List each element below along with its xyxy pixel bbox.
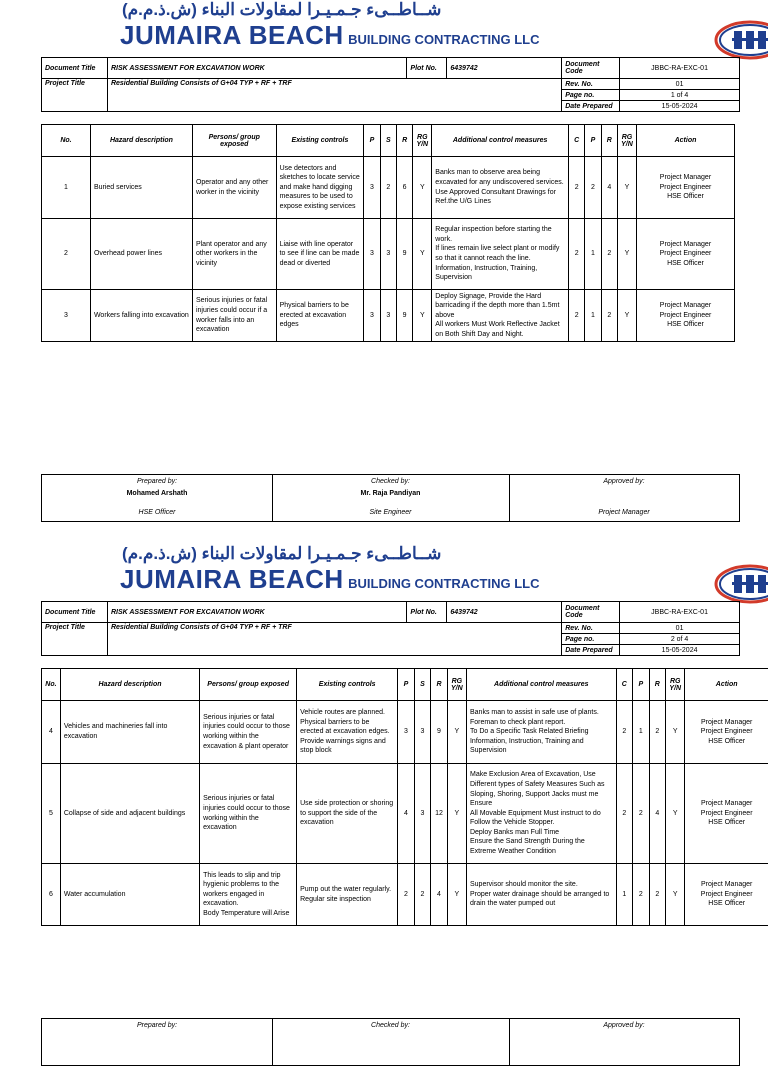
table-header-row [42, 669, 768, 701]
company-name: JUMAIRA BEACH BUILDING CONTRACTING LLC [120, 564, 539, 595]
row-additional: Banks man to assist in safe use of plants. Foreman to check plant report. To Do a Specific Task Related Briefing Information, Instruction, Training and Supervision [466, 701, 616, 764]
row-c: 2 [568, 157, 584, 219]
company-logo [116, 544, 676, 596]
row-no: 3 [42, 290, 91, 342]
row-rg2: Y [666, 864, 685, 926]
row-persons: Serious injuries or fatal injuries could occur if a worker falls into an excavation [192, 290, 276, 342]
table-row [42, 290, 735, 342]
col-no: No. [42, 669, 61, 701]
table-row [42, 219, 735, 290]
table-row [42, 864, 768, 926]
row-p: 4 [398, 764, 415, 864]
row-s: 3 [414, 764, 431, 864]
row-r2: 4 [649, 764, 666, 864]
approved-by-cell [509, 475, 739, 521]
row-additional: Supervisor should monitor the site. Proper water drainage should be arranged to drain the water pumped out [466, 864, 616, 926]
rev-no-value: 01 [620, 623, 740, 634]
prepared-by-label: Prepared by: [42, 478, 272, 485]
row-additional: Regular inspection before starting the work. If lines remain live select plant or modify so that it cannot reach the line. Information, Instruction, Training, Supervision [432, 219, 569, 290]
row-action: Project Manager Project Engineer HSE Officer [636, 219, 734, 290]
row-c: 2 [568, 290, 584, 342]
row-action: Project Manager Project Engineer HSE Officer [685, 864, 768, 926]
col-r2: R [601, 125, 617, 157]
row-controls: Liaise with line operator to see if line can be made dead or diverted [276, 219, 364, 290]
row-action: Project Manager Project Engineer HSE Officer [636, 157, 734, 219]
row-hazard: Overhead power lines [90, 219, 192, 290]
col-additional: Additional control measures [466, 669, 616, 701]
col-persons: Persons/ group exposed [200, 669, 297, 701]
col-rg2: RG Y/N [617, 125, 636, 157]
row-r2: 2 [649, 701, 666, 764]
checked-by-cell [272, 475, 510, 521]
row-rg: Y [413, 157, 432, 219]
col-c: C [568, 125, 584, 157]
company-emblem-icon [714, 564, 768, 604]
row-p2: 2 [585, 157, 601, 219]
date-prepared-value: 15-05-2024 [620, 101, 740, 112]
col-rg2: RG Y/N [666, 669, 685, 701]
row-rg2: Y [666, 701, 685, 764]
company-arabic-name: شــاطــىء جـمـيـرا لمقاولات البناء (ش.ذ.م.م) [122, 0, 441, 20]
project-title-value: Residential Building Consists of G+04 TYP + RF + TRF [107, 79, 561, 112]
row-p2: 1 [633, 701, 650, 764]
col-rg: RG Y/N [447, 669, 466, 701]
document-code-value: JBBC-RA-EXC-01 [620, 602, 740, 623]
row-additional: Make Exclusion Area of Excavation, Use Different types of Safety Measures Such as Sloping, Shoring, Support Jacks must me Ensure All Movable Equipment Must instruct to do Follow the Vehicle Stopper. Deploy Banks man Full Time Ensure the Sand Strength During the Extreme Weather Condition [466, 764, 616, 864]
row-hazard: Buried services [90, 157, 192, 219]
row-rg: Y [413, 219, 432, 290]
prepared-by-role: HSE Officer [42, 509, 272, 516]
row-c: 2 [616, 764, 633, 864]
checked-by-name: Mr. Raja Pandiyan [272, 490, 509, 497]
row-rg: Y [447, 764, 466, 864]
row-no: 2 [42, 219, 91, 290]
col-p: P [398, 669, 415, 701]
risk-table [41, 124, 735, 342]
row-p: 3 [364, 157, 380, 219]
row-c: 1 [616, 864, 633, 926]
checked-by-cell [272, 1019, 510, 1065]
company-arabic-name: شــاطــىء جـمـيـرا لمقاولات البناء (ش.ذ.م.م) [122, 544, 441, 564]
document-title-value: RISK ASSESSMENT FOR EXCAVATION WORK [107, 58, 406, 79]
row-p: 3 [398, 701, 415, 764]
document-code-label: Document Code [562, 58, 620, 79]
row-no: 4 [42, 701, 61, 764]
row-r: 9 [396, 219, 412, 290]
document-code-value: JBBC-RA-EXC-01 [620, 58, 740, 79]
table-row [42, 701, 768, 764]
rev-no-label: Rev. No. [562, 79, 620, 90]
project-title-label: Project Title [42, 623, 108, 656]
approved-by-role: Project Manager [509, 509, 739, 516]
col-c: C [616, 669, 633, 701]
row-rg: Y [447, 864, 466, 926]
prepared-by-label: Prepared by: [42, 1022, 272, 1029]
company-name: JUMAIRA BEACH BUILDING CONTRACTING LLC [120, 20, 539, 51]
document-header-table [41, 57, 740, 112]
col-action: Action [636, 125, 734, 157]
row-persons: This leads to slip and trip hygienic problems to the workers engaged in excavation. Body Temperature will Arise [200, 864, 297, 926]
signature-block [41, 474, 740, 522]
plot-no-value: 6439742 [447, 602, 562, 623]
page-no-label: Page no. [562, 634, 620, 645]
row-r: 12 [431, 764, 448, 864]
rev-no-label: Rev. No. [562, 623, 620, 634]
row-r2: 4 [601, 157, 617, 219]
row-rg2: Y [617, 219, 636, 290]
row-p2: 2 [633, 764, 650, 864]
company-emblem-icon [714, 20, 768, 60]
col-action: Action [685, 669, 768, 701]
prepared-by-cell [42, 475, 273, 521]
row-p: 3 [364, 219, 380, 290]
row-p: 3 [364, 290, 380, 342]
row-c: 2 [568, 219, 584, 290]
checked-by-label: Checked by: [272, 1022, 509, 1029]
row-hazard: Workers falling into excavation [90, 290, 192, 342]
col-additional: Additional control measures [432, 125, 569, 157]
col-r2: R [649, 669, 666, 701]
checked-by-label: Checked by: [272, 478, 509, 485]
project-title-value: Residential Building Consists of G+04 TYP + RF + TRF [107, 623, 561, 656]
row-rg2: Y [617, 290, 636, 342]
col-rg: RG Y/N [413, 125, 432, 157]
document-title-value: RISK ASSESSMENT FOR EXCAVATION WORK [107, 602, 406, 623]
row-r: 9 [396, 290, 412, 342]
date-prepared-label: Date Prepared [562, 101, 620, 112]
row-c: 2 [616, 701, 633, 764]
row-no: 1 [42, 157, 91, 219]
row-no: 5 [42, 764, 61, 864]
approved-by-label: Approved by: [509, 478, 739, 485]
table-header-row [42, 125, 735, 157]
col-s: S [414, 669, 431, 701]
date-prepared-value: 15-05-2024 [620, 645, 740, 656]
row-action: Project Manager Project Engineer HSE Officer [685, 764, 768, 864]
col-hazard: Hazard description [60, 669, 199, 701]
col-hazard: Hazard description [90, 125, 192, 157]
row-p: 2 [398, 864, 415, 926]
plot-no-label: Plot No. [407, 58, 447, 79]
row-r2: 2 [649, 864, 666, 926]
approved-by-label: Approved by: [509, 1022, 739, 1029]
row-p2: 1 [585, 219, 601, 290]
row-controls: Vehicle routes are planned. Physical barriers to be erected at excavation edges. Provide warnings signs and stop block [297, 701, 398, 764]
row-rg: Y [413, 290, 432, 342]
col-persons: Persons/ group exposed [192, 125, 276, 157]
col-no: No. [42, 125, 91, 157]
row-controls: Pump out the water regularly. Regular site inspection [297, 864, 398, 926]
row-rg2: Y [666, 764, 685, 864]
prepared-by-name: Mohamed Arshath [42, 490, 272, 497]
col-controls: Existing controls [297, 669, 398, 701]
row-s: 3 [414, 701, 431, 764]
row-persons: Operator and any other worker in the vicinity [192, 157, 276, 219]
row-controls: Physical barriers to be erected at excavation edges [276, 290, 364, 342]
risk-table [41, 668, 768, 926]
company-logo [116, 0, 676, 52]
table-row [42, 764, 768, 864]
document-title-label: Document Title [42, 602, 108, 623]
col-r: R [431, 669, 448, 701]
row-persons: Serious injuries or fatal injuries could occur to those working within the excavation [200, 764, 297, 864]
page-no-value: 1 of 4 [620, 90, 740, 101]
col-p2: P [633, 669, 650, 701]
row-action: Project Manager Project Engineer HSE Officer [636, 290, 734, 342]
row-r: 9 [431, 701, 448, 764]
row-s: 3 [380, 290, 396, 342]
date-prepared-label: Date Prepared [562, 645, 620, 656]
row-rg2: Y [617, 157, 636, 219]
row-persons: Plant operator and any other workers in the vicinity [192, 219, 276, 290]
row-s: 2 [380, 157, 396, 219]
col-r: R [396, 125, 412, 157]
row-additional: Deploy Signage, Provide the Hard barricading if the depth more than 1.5mt above All workers Must Work Reflective Jacket on Both Shift Day and Night. [432, 290, 569, 342]
rev-no-value: 01 [620, 79, 740, 90]
project-title-label: Project Title [42, 79, 108, 112]
row-p2: 2 [633, 864, 650, 926]
row-hazard: Collapse of side and adjacent buildings [60, 764, 199, 864]
col-s: S [380, 125, 396, 157]
prepared-by-cell [42, 1019, 273, 1065]
col-p2: P [585, 125, 601, 157]
row-r: 6 [396, 157, 412, 219]
plot-no-label: Plot No. [407, 602, 447, 623]
row-no: 6 [42, 864, 61, 926]
row-additional: Banks man to observe area being excavated for any undiscovered services. Use Approved Consultant Drawings for Ref.the U/G Lines [432, 157, 569, 219]
row-p2: 1 [585, 290, 601, 342]
page-no-value: 2 of 4 [620, 634, 740, 645]
row-hazard: Vehicles and machineries fall into excavation [60, 701, 199, 764]
row-r2: 2 [601, 290, 617, 342]
row-r2: 2 [601, 219, 617, 290]
row-hazard: Water accumulation [60, 864, 199, 926]
col-p: P [364, 125, 380, 157]
row-controls: Use detectors and sketches to locate service and make hand digging measures to be used to expose existing services [276, 157, 364, 219]
col-controls: Existing controls [276, 125, 364, 157]
approved-by-cell [509, 1019, 739, 1065]
document-header-table [41, 601, 740, 656]
checked-by-role: Site Engineer [272, 509, 509, 516]
page-no-label: Page no. [562, 90, 620, 101]
row-s: 2 [414, 864, 431, 926]
row-action: Project Manager Project Engineer HSE Officer [685, 701, 768, 764]
row-s: 3 [380, 219, 396, 290]
signature-block [41, 1018, 740, 1066]
row-rg: Y [447, 701, 466, 764]
row-persons: Serious injuries or fatal injuries could occur to those working within the excavation & plant operator [200, 701, 297, 764]
plot-no-value: 6439742 [447, 58, 562, 79]
row-r: 4 [431, 864, 448, 926]
row-controls: Use side protection or shoring to support the side of the excavation [297, 764, 398, 864]
document-code-label: Document Code [562, 602, 620, 623]
table-row [42, 157, 735, 219]
document-title-label: Document Title [42, 58, 108, 79]
